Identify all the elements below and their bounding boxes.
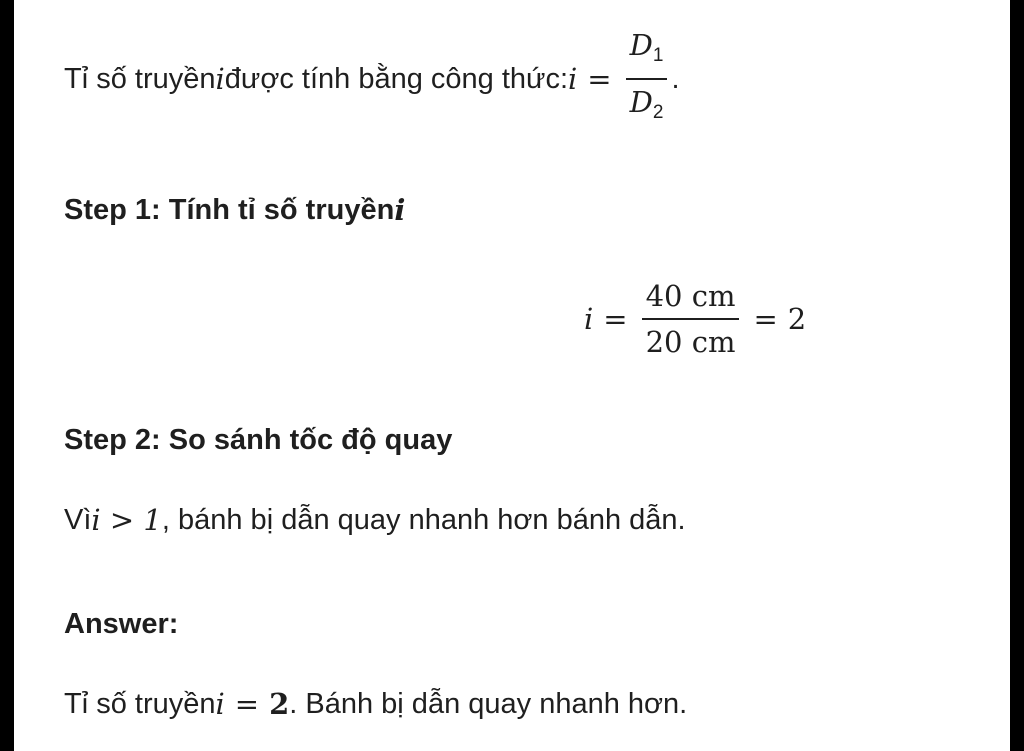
step1-eq-sign: = [603, 302, 628, 336]
step1-equation [584, 278, 806, 360]
answer-math-var: i [215, 687, 225, 721]
fraction-bar [642, 318, 740, 320]
intro-suffix: . [671, 63, 680, 95]
answer-math-value: 2 [269, 687, 290, 721]
step1-heading [64, 192, 405, 228]
step2-text-prefix: Vì [64, 504, 92, 536]
intro-eq: = [587, 62, 612, 96]
answer-math-eq: = [234, 687, 260, 721]
intro-denominator-sub: 2 [652, 102, 664, 123]
step1-denominator: 20 cm [645, 325, 736, 359]
step1-eq-lhs: i [584, 302, 594, 336]
step1-eq-sign2: = [753, 302, 778, 336]
intro-var: i [215, 62, 225, 96]
content-panel [14, 0, 1010, 751]
intro-fraction [626, 27, 668, 131]
intro-line [64, 28, 680, 124]
step1-heading-var: i [394, 193, 406, 227]
intro-prefix: Tỉ số truyền [64, 63, 216, 95]
answer-heading: Answer: [64, 608, 179, 640]
intro-lhs: i [568, 62, 578, 96]
step2-text [64, 502, 686, 538]
intro-numerator-sub: 1 [652, 45, 664, 66]
step1-numerator: 40 cm [645, 279, 736, 313]
step1-fraction [642, 278, 740, 360]
step1-heading-text: Step 1: Tính tỉ số truyền [64, 194, 395, 226]
answer-text-prefix: Tỉ số truyền [64, 688, 216, 720]
fraction-bar [626, 78, 668, 80]
step2-heading: Step 2: So sánh tốc độ quay [64, 424, 453, 456]
answer-text [64, 686, 687, 722]
intro-numerator: $D_1$ [629, 28, 664, 66]
intro-denominator: $D_2$ [629, 85, 664, 123]
intro-middle: được tính bằng công thức: [224, 63, 568, 95]
step1-result: 2 [787, 302, 807, 336]
step2-math: i > 1 [91, 503, 162, 537]
answer-text-suffix: . Bánh bị dẫn quay nhanh hơn. [289, 688, 688, 720]
step2-text-suffix: , bánh bị dẫn quay nhanh hơn bánh dẫn. [161, 504, 686, 536]
